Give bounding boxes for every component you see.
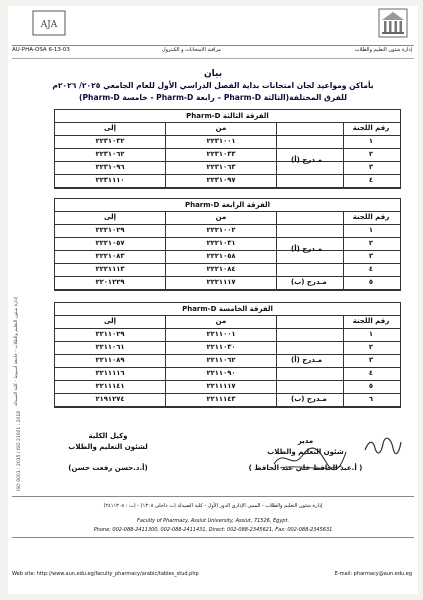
footer-english-address: Faculty of Pharmacy, Assiut University, Assiut, 71526, Egypt.: [136, 518, 290, 524]
footer-arabic-address: إدارة شئون التعليم والطلاب - المبنى الإداري الدور الأول - كلية الصيدلة (ت داخلى ١٣٠٨) - (ت : ٢٤١١٣٠٨): [103, 503, 323, 509]
table-title: الفرقة الرابعة Pharm-D: [55, 199, 400, 212]
cell-to: ٢٢١١١٤١: [95, 382, 125, 390]
column-divider: [165, 342, 166, 354]
column-divider: [276, 394, 277, 406]
table-row: [55, 149, 400, 162]
cell-to: ٢٢٢١٠٨٣: [95, 252, 125, 260]
cell-to: ٢٢٣١٠٣٢: [95, 137, 125, 145]
vice-dean-name: (أ.د.حسن رفعت حسن): [68, 464, 148, 472]
column-divider: [165, 368, 166, 380]
cell-from: ٢٢٢١١١٧: [206, 278, 236, 286]
table-title: الفرقة الثالثة Pharm-D: [55, 110, 400, 123]
cell-to: ٢٢١١٠٢٩: [95, 330, 125, 338]
column-divider: [343, 136, 344, 148]
document-subtitle-2: للفرق المختلفة(الثالثة Pharm-D – رابعة Pharm-D - خامسة Pharm-D): [79, 93, 347, 102]
cell-from: ٢٢٢١٠٨٤: [206, 265, 236, 273]
cell-to: ٢١٩١٢٧٤: [95, 395, 125, 403]
column-divider: [165, 225, 166, 237]
column-divider: [165, 123, 166, 135]
table-row: [55, 394, 400, 407]
column-divider: [276, 136, 277, 148]
cell-committee-no: ٥: [368, 278, 374, 286]
cell-committee-no: ٦: [368, 395, 374, 403]
column-divider: [343, 238, 344, 250]
cell-to: ٢٢٢١٠٥٧: [95, 239, 125, 247]
footer-rule-2: [12, 537, 414, 538]
cell-committee-no: ٣: [368, 356, 374, 364]
footer-rule: [12, 496, 414, 497]
cell-committee-no: ٤: [368, 369, 374, 377]
document-code: AU-PHA-OSA 6-13-03: [12, 47, 70, 53]
footer-phones: Phone: 002-088-2411300, 002-088-2411431, Direct: 002-088-2345621, Fax: 002-088-2345631: [93, 527, 333, 533]
column-divider: [165, 381, 166, 393]
header-to: إلى: [103, 213, 117, 221]
table-header-row: [55, 316, 400, 329]
column-divider: [165, 316, 166, 328]
table-row: [55, 355, 400, 368]
cell-from: ٢٢٣١٠٠١: [206, 137, 236, 145]
handwritten-scribble-icon: [270, 444, 350, 474]
column-divider: [165, 212, 166, 224]
table-body: [55, 136, 400, 188]
column-divider: [165, 329, 166, 341]
header-from: من: [215, 213, 227, 221]
cell-committee-no: ١: [368, 137, 374, 145]
header-center-text: مراقبة الامتحانات و الكنترول: [162, 47, 221, 53]
header-from: من: [215, 124, 227, 132]
table-header-row: [55, 123, 400, 136]
table-row: [55, 251, 400, 264]
column-divider: [276, 251, 277, 263]
column-divider: [276, 277, 277, 289]
table-row: [55, 368, 400, 381]
ajac-logo-icon: [32, 10, 66, 36]
cell-to: ٢٢٢١١١٣: [95, 265, 125, 273]
table-row: [55, 136, 400, 149]
cell-from: ٢٢٢١٠٠٢: [206, 226, 236, 234]
side-margin-text: [6, 136, 19, 406]
footer-email-link[interactable]: E-mail: pharmacy@aun.edu.eg: [334, 571, 412, 577]
column-divider: [343, 316, 344, 328]
column-divider: [343, 394, 344, 406]
column-divider: [343, 355, 344, 367]
cell-committee-no: ٢: [368, 150, 374, 158]
cell-committee-no: ٢: [368, 343, 374, 351]
column-divider: [276, 162, 277, 174]
column-divider: [165, 175, 166, 187]
column-divider: [276, 149, 277, 161]
cell-from: ٢٢١١٠٩٠: [206, 369, 236, 377]
cell-to: ٢٢٣١١١٠: [95, 176, 125, 184]
table-row: [55, 225, 400, 238]
cell-committee-no: ٣: [368, 252, 374, 260]
cell-to: ٢٢١١٠٦١: [95, 343, 125, 351]
table-row: [55, 175, 400, 188]
cell-from: ٢٢١١١١٧: [206, 382, 236, 390]
header-to: إلى: [103, 124, 117, 132]
column-divider: [276, 329, 277, 341]
cell-committee-no: ٥: [368, 382, 374, 390]
hall-label: مـدرج (أ): [291, 355, 323, 364]
column-divider: [343, 149, 344, 161]
column-divider: [276, 316, 277, 328]
column-divider: [276, 238, 277, 250]
table-row: [55, 277, 400, 290]
director-name: ( أ.عبد الحافظ علي عبد الحافظ ): [248, 464, 363, 472]
header-committee-no: رقم اللجنة: [352, 124, 390, 132]
cell-committee-no: ١: [368, 226, 374, 234]
exam-table-third-year: [54, 109, 401, 189]
exam-table-fourth-year: [54, 198, 401, 291]
column-divider: [343, 251, 344, 263]
table-row: [55, 264, 400, 277]
cell-from: ٢٢١١١٤٣: [206, 395, 236, 403]
cell-from: ٢٢١١٠٣٠: [206, 343, 236, 351]
iso-label: ISO 9001 : 2015 / ISO 21001 : 2018: [17, 410, 22, 491]
hall-label: مـدرج (أ): [291, 156, 323, 164]
director-title: مدير: [297, 437, 314, 445]
cell-committee-no: ٢: [368, 239, 374, 247]
column-divider: [343, 175, 344, 187]
cell-to: ٢٢١١٠٨٩: [95, 356, 125, 364]
hall-label: مـدرج (أ): [291, 245, 323, 253]
footer-website-link[interactable]: Web site: http://www.aun.edu.eg/faculty_pharmacy/arabic/tables_stud.php: [12, 571, 199, 577]
hall-label: مـدرج (ب): [291, 395, 327, 403]
header-committee-no: رقم اللجنة: [352, 317, 390, 325]
column-divider: [276, 381, 277, 393]
cell-to: ٢٢٣١٠٦٢: [95, 150, 125, 158]
column-divider: [343, 264, 344, 276]
table-body: [55, 329, 400, 407]
cell-to: ٢٢٣١٠٩٦: [95, 163, 125, 171]
logo-text: AJA: [40, 20, 58, 30]
column-divider: [343, 162, 344, 174]
column-divider: [343, 381, 344, 393]
table-title: الفرقة الخامسة Pharm-D: [55, 303, 400, 316]
director-subtitle: شئون التعليم والطلاب: [267, 448, 344, 456]
document-page: [8, 6, 418, 594]
column-divider: [276, 368, 277, 380]
column-divider: [165, 264, 166, 276]
table-row: [55, 342, 400, 355]
cell-to: ٢٢٠١٢٢٩: [95, 278, 125, 286]
vice-dean-title: وكيل الكلية: [88, 432, 128, 440]
cell-to: ٢٢٢١٠٢٩: [95, 226, 125, 234]
vice-dean-signature: [53, 431, 163, 474]
cell-from: ٢٢٢١٠٣١: [206, 239, 236, 247]
column-divider: [343, 212, 344, 224]
column-divider: [165, 394, 166, 406]
column-divider: [276, 355, 277, 367]
university-logo-icon: [378, 8, 408, 38]
column-divider: [165, 277, 166, 289]
column-divider: [343, 329, 344, 341]
column-divider: [165, 162, 166, 174]
document-subtitle: بأماكن ومواعيد لجان امتحانات بداية الفصل الدراسي الأول للعام الجامعي ٢٠٢٥/ ٢٠٢٦م: [52, 81, 374, 90]
column-divider: [343, 342, 344, 354]
cell-committee-no: ١: [368, 330, 374, 338]
iso-text: [10, 406, 22, 491]
handwritten-signature-icon: [363, 436, 403, 458]
cell-from: ٢٢٣١٠٩٧: [206, 176, 236, 184]
cell-from: ٢٢٣١٠٣٣: [206, 150, 236, 158]
header-from: من: [215, 317, 227, 325]
table-row: [55, 381, 400, 394]
table-row: [55, 329, 400, 342]
cell-committee-no: ٣: [368, 163, 374, 171]
table-header-row: [55, 212, 400, 225]
side-text: إدارة شئون التعليم والطلاب - جامعة أسيوط - كلية الصيدلة: [14, 297, 19, 406]
header-rule-2: [12, 58, 414, 59]
cell-committee-no: ٤: [368, 176, 374, 184]
exam-table-fifth-year: [54, 302, 401, 408]
header-committee-no: رقم اللجنة: [352, 213, 390, 221]
document-title: بيان: [203, 69, 223, 79]
table-row: [55, 162, 400, 175]
hall-label: مـدرج (ب): [291, 278, 327, 286]
cell-from: ٢٢٢١٠٥٨: [206, 252, 236, 260]
column-divider: [165, 355, 166, 367]
cell-committee-no: ٤: [368, 265, 374, 273]
cell-from: ٢٢١١٠٦٢: [206, 356, 236, 364]
column-divider: [276, 225, 277, 237]
cell-from: ٢٢١١٠٠١: [206, 330, 236, 338]
column-divider: [165, 136, 166, 148]
column-divider: [343, 123, 344, 135]
column-divider: [276, 212, 277, 224]
header-department: إدارة شئون التعليم والطلاب: [354, 47, 412, 53]
table-row: [55, 238, 400, 251]
column-divider: [276, 175, 277, 187]
table-body: [55, 225, 400, 290]
column-divider: [165, 149, 166, 161]
column-divider: [343, 277, 344, 289]
vice-dean-subtitle: لشئون التعليم والطلاب: [68, 443, 148, 451]
column-divider: [165, 238, 166, 250]
column-divider: [165, 251, 166, 263]
header-rule: [12, 45, 414, 46]
column-divider: [276, 342, 277, 354]
cell-from: ٢٢٣١٠٦٣: [206, 163, 236, 171]
column-divider: [276, 264, 277, 276]
header-to: إلى: [103, 317, 117, 325]
column-divider: [276, 123, 277, 135]
column-divider: [343, 368, 344, 380]
cell-to: ٢٢١١١١٦: [95, 369, 125, 377]
header-row: [12, 47, 412, 57]
column-divider: [343, 225, 344, 237]
